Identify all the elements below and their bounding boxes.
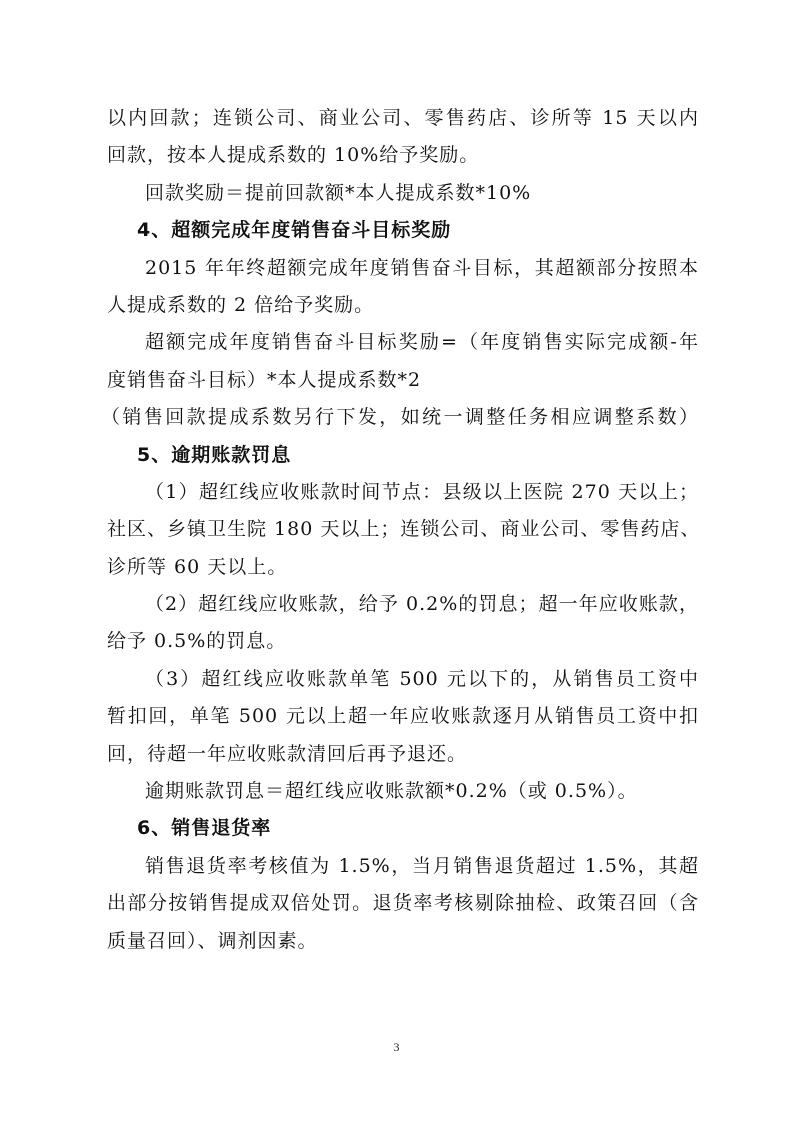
formula-line: 回款奖励＝提前回款额*本人提成系数*10% bbox=[145, 181, 532, 204]
formula-line: 逾期账款罚息＝超红线应收账款额*0.2%（或 0.5%）。 bbox=[145, 780, 638, 803]
text-line: 社区、乡镇卫生院 180 天以上；连锁公司、商业公司、零售药店、 bbox=[107, 518, 701, 541]
text-line: 以内回款；连锁公司、商业公司、零售药店、诊所等 15 天以内 bbox=[107, 107, 699, 129]
formula-line: 度销售奋斗目标）*本人提成系数*2 bbox=[107, 368, 422, 391]
text-line: （2）超红线应收账款，给予 0.2%的罚息；超一年应收账款， bbox=[145, 593, 699, 616]
text-line: （3）超红线应收账款单笔 500 元以下的，从销售员工资中 bbox=[145, 667, 699, 690]
text-line: 出部分按销售提成双倍处罚。退货率考核剔除抽检、政策召回（含 bbox=[107, 892, 699, 915]
text-line: 2015 年年终超额完成年度销售奋斗目标，其超额部分按照本 bbox=[145, 256, 699, 279]
section-heading-6: 6、销售退货率 bbox=[137, 817, 272, 840]
text-line: 回，待超一年应收账款清回后再予退还。 bbox=[107, 742, 468, 765]
page-number: 3 bbox=[393, 1040, 400, 1054]
formula-line: 超额完成年度销售奋斗目标奖励=（年度销售实际完成额-年 bbox=[145, 331, 699, 354]
text-line: 回款，按本人提成系数的 10%给予奖励。 bbox=[107, 144, 480, 167]
document-page bbox=[101, 100, 701, 960]
text-line: 质量召回）、调剂因素。 bbox=[107, 929, 318, 952]
text-line: 人提成系数的 2 倍给予奖励。 bbox=[107, 293, 375, 316]
text-line: 诊所等 60 天以上。 bbox=[107, 555, 288, 578]
text-line: 暂扣回，单笔 500 元以上超一年应收账款逐月从销售员工资中扣 bbox=[107, 705, 699, 728]
note-line: （销售回款提成系数另行下发，如统一调整任务相应调整系数） bbox=[101, 406, 699, 429]
text-line: 给予 0.5%的罚息。 bbox=[107, 630, 287, 653]
text-line: 销售退货率考核值为 1.5%，当月销售退货超过 1.5%，其超 bbox=[145, 854, 699, 877]
section-heading-5: 5、逾期账款罚息 bbox=[137, 443, 292, 466]
section-heading-4: 4、超额完成年度销售奋斗目标奖励 bbox=[137, 219, 452, 242]
text-line: （1）超红线应收账款时间节点：县级以上医院 270 天以上； bbox=[145, 480, 699, 503]
